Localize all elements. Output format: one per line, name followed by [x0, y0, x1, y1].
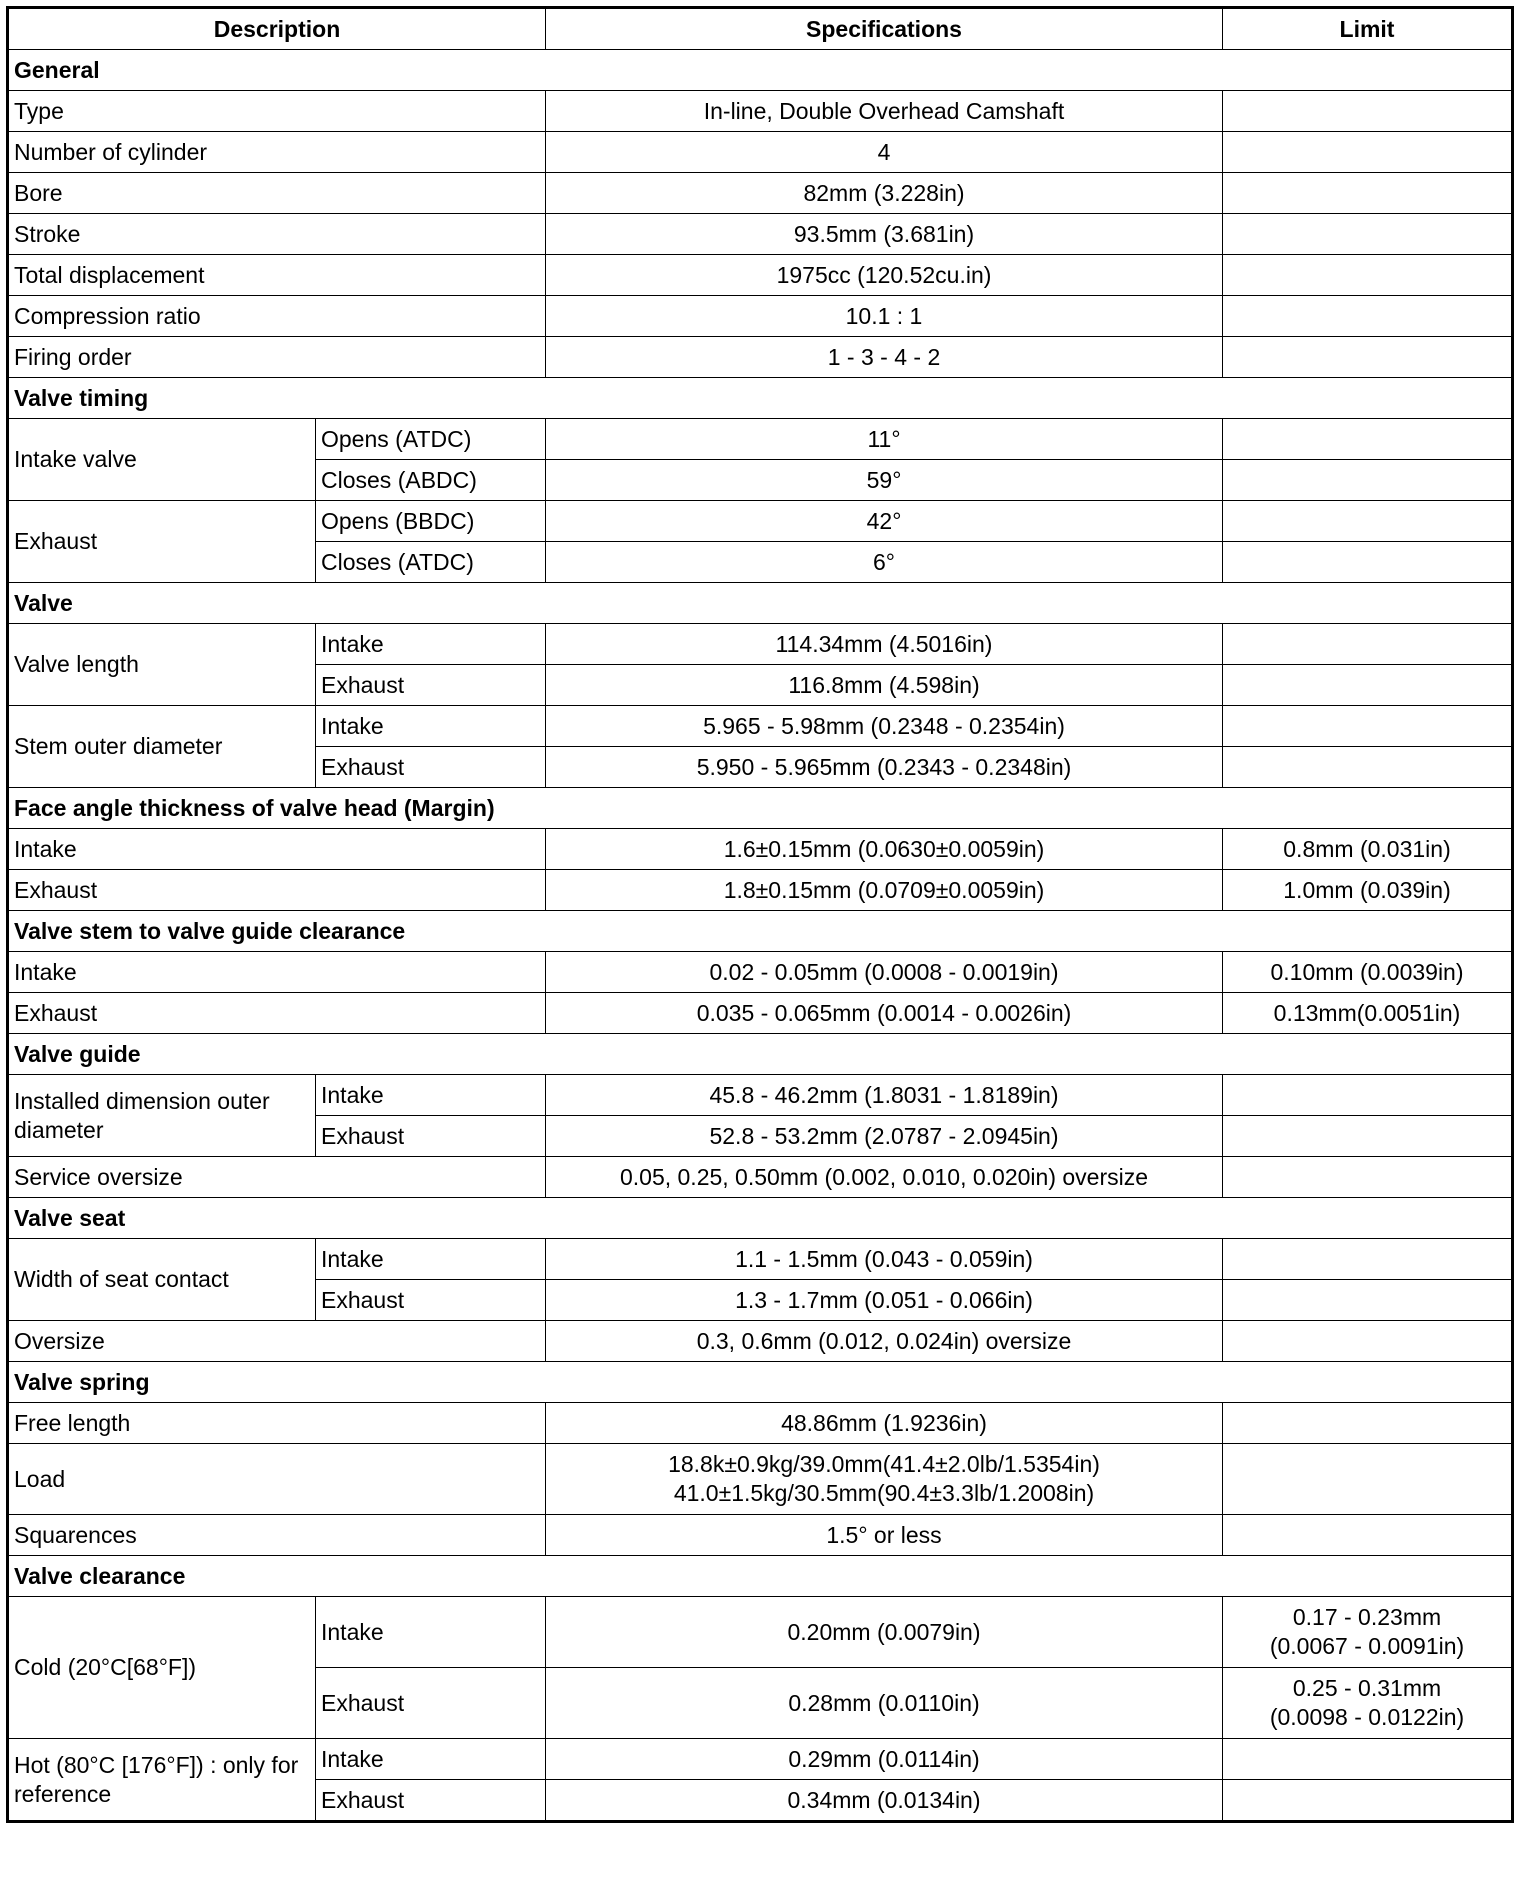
row-spec: 6° — [546, 542, 1223, 583]
row-spec: 11° — [546, 419, 1223, 460]
limit-line: (0.0098 - 0.0122in) — [1269, 1704, 1465, 1730]
table-row — [8, 952, 1513, 993]
row-spec — [546, 1444, 1223, 1515]
row-label: Total displacement — [8, 255, 546, 296]
row-limit — [1223, 501, 1513, 542]
section-general: General — [8, 50, 1513, 91]
section-row — [8, 50, 1513, 91]
sub-label: Closes (ATDC) — [316, 542, 546, 583]
table-row — [8, 1239, 1513, 1280]
table-row — [8, 1403, 1513, 1444]
row-spec: 0.035 - 0.065mm (0.0014 - 0.0026in) — [546, 993, 1223, 1034]
row-spec: 10.1 : 1 — [546, 296, 1223, 337]
row-limit — [1223, 337, 1513, 378]
row-label: Oversize — [8, 1321, 546, 1362]
row-limit: 0.8mm (0.031in) — [1223, 829, 1513, 870]
row-limit — [1223, 1157, 1513, 1198]
row-limit — [1223, 1116, 1513, 1157]
sub-label: Intake — [316, 624, 546, 665]
table-row — [8, 1321, 1513, 1362]
row-limit: 0.13mm(0.0051in) — [1223, 993, 1513, 1034]
sub-label: Intake — [316, 1075, 546, 1116]
group-label: Valve length — [8, 624, 316, 706]
limit-line: (0.0067 - 0.0091in) — [1269, 1633, 1465, 1659]
row-label: Type — [8, 91, 546, 132]
row-limit — [1223, 624, 1513, 665]
group-label: Exhaust — [8, 501, 316, 583]
sub-label: Exhaust — [316, 665, 546, 706]
sub-label: Exhaust — [316, 1668, 546, 1739]
header-description: Description — [8, 8, 546, 50]
row-limit — [1223, 1515, 1513, 1556]
table-row — [8, 1444, 1513, 1515]
row-spec: 114.34mm (4.5016in) — [546, 624, 1223, 665]
row-limit — [1223, 296, 1513, 337]
row-spec: 0.20mm (0.0079in) — [546, 1597, 1223, 1668]
row-spec: 0.29mm (0.0114in) — [546, 1739, 1223, 1780]
table-row — [8, 337, 1513, 378]
table-row — [8, 993, 1513, 1034]
sub-label: Exhaust — [316, 1116, 546, 1157]
row-spec: 0.28mm (0.0110in) — [546, 1668, 1223, 1739]
section-valve-timing: Valve timing — [8, 378, 1513, 419]
group-label: Width of seat contact — [8, 1239, 316, 1321]
row-spec: 48.86mm (1.9236in) — [546, 1403, 1223, 1444]
section-row — [8, 911, 1513, 952]
row-spec: 1.5° or less — [546, 1515, 1223, 1556]
table-row — [8, 706, 1513, 747]
table-row — [8, 132, 1513, 173]
row-label: Bore — [8, 173, 546, 214]
row-label: Exhaust — [8, 993, 546, 1034]
row-spec: 5.950 - 5.965mm (0.2343 - 0.2348in) — [546, 747, 1223, 788]
row-limit — [1223, 1280, 1513, 1321]
row-spec: 1.6±0.15mm (0.0630±0.0059in) — [546, 829, 1223, 870]
row-limit — [1223, 1403, 1513, 1444]
group-label: Cold (20°C[68°F]) — [8, 1597, 316, 1739]
row-spec: 5.965 - 5.98mm (0.2348 - 0.2354in) — [546, 706, 1223, 747]
sub-label: Exhaust — [316, 1780, 546, 1822]
section-stem-clearance: Valve stem to valve guide clearance — [8, 911, 1513, 952]
header-row — [8, 8, 1513, 50]
sub-label: Exhaust — [316, 747, 546, 788]
table-row — [8, 1597, 1513, 1668]
row-spec: 93.5mm (3.681in) — [546, 214, 1223, 255]
group-label: Hot (80°C [176°F]) : only for reference — [8, 1739, 316, 1822]
row-spec: 1.8±0.15mm (0.0709±0.0059in) — [546, 870, 1223, 911]
row-limit — [1223, 1780, 1513, 1822]
table-row — [8, 1739, 1513, 1780]
table-row — [8, 501, 1513, 542]
header-specifications: Specifications — [546, 8, 1223, 50]
row-label: Free length — [8, 1403, 546, 1444]
group-label: Intake valve — [8, 419, 316, 501]
group-label: Installed dimension outer diameter — [8, 1075, 316, 1157]
row-limit — [1223, 1239, 1513, 1280]
row-label: Service oversize — [8, 1157, 546, 1198]
spec-line: 41.0±1.5kg/30.5mm(90.4±3.3lb/1.2008in) — [673, 1480, 1095, 1506]
row-limit — [1223, 665, 1513, 706]
sub-label: Intake — [316, 706, 546, 747]
row-spec: 4 — [546, 132, 1223, 173]
row-limit — [1223, 214, 1513, 255]
row-limit — [1223, 255, 1513, 296]
section-row — [8, 788, 1513, 829]
section-row — [8, 1034, 1513, 1075]
sub-label: Intake — [316, 1739, 546, 1780]
table-row — [8, 624, 1513, 665]
row-limit — [1223, 1321, 1513, 1362]
row-limit — [1223, 132, 1513, 173]
row-label: Intake — [8, 829, 546, 870]
sub-label: Intake — [316, 1597, 546, 1668]
table-row — [8, 1515, 1513, 1556]
row-limit — [1223, 419, 1513, 460]
row-limit — [1223, 1739, 1513, 1780]
table-row — [8, 829, 1513, 870]
row-limit — [1223, 1597, 1513, 1668]
row-label: Intake — [8, 952, 546, 993]
row-limit — [1223, 747, 1513, 788]
limit-line: 0.25 - 0.31mm — [1292, 1675, 1442, 1701]
table-row — [8, 91, 1513, 132]
row-limit — [1223, 460, 1513, 501]
table-row — [8, 255, 1513, 296]
row-spec: 1.3 - 1.7mm (0.051 - 0.066in) — [546, 1280, 1223, 1321]
section-row — [8, 1198, 1513, 1239]
table-row — [8, 870, 1513, 911]
row-limit — [1223, 91, 1513, 132]
row-spec: 1.1 - 1.5mm (0.043 - 0.059in) — [546, 1239, 1223, 1280]
table-row — [8, 173, 1513, 214]
sub-label: Opens (BBDC) — [316, 501, 546, 542]
spec-line: 18.8k±0.9kg/39.0mm(41.4±2.0lb/1.5354in) — [668, 1451, 1100, 1477]
table-row — [8, 419, 1513, 460]
limit-line: 0.17 - 0.23mm — [1292, 1604, 1442, 1630]
table-row — [8, 1075, 1513, 1116]
group-label: Stem outer diameter — [8, 706, 316, 788]
row-spec: 0.34mm (0.0134in) — [546, 1780, 1223, 1822]
row-spec: 0.02 - 0.05mm (0.0008 - 0.0019in) — [546, 952, 1223, 993]
sub-label: Intake — [316, 1239, 546, 1280]
row-spec: 1975cc (120.52cu.in) — [546, 255, 1223, 296]
row-limit — [1223, 1075, 1513, 1116]
sub-label: Opens (ATDC) — [316, 419, 546, 460]
row-label: Squarences — [8, 1515, 546, 1556]
row-spec: 59° — [546, 460, 1223, 501]
row-spec: 116.8mm (4.598in) — [546, 665, 1223, 706]
section-row — [8, 1556, 1513, 1597]
table-row — [8, 296, 1513, 337]
row-spec: In-line, Double Overhead Camshaft — [546, 91, 1223, 132]
table-row — [8, 214, 1513, 255]
table-row — [8, 1157, 1513, 1198]
row-limit — [1223, 542, 1513, 583]
row-spec: 45.8 - 46.2mm (1.8031 - 1.8189in) — [546, 1075, 1223, 1116]
sub-label: Closes (ABDC) — [316, 460, 546, 501]
row-limit: 1.0mm (0.039in) — [1223, 870, 1513, 911]
row-limit — [1223, 1668, 1513, 1739]
row-limit — [1223, 706, 1513, 747]
row-label: Compression ratio — [8, 296, 546, 337]
row-spec: 0.3, 0.6mm (0.012, 0.024in) oversize — [546, 1321, 1223, 1362]
section-valve-seat: Valve seat — [8, 1198, 1513, 1239]
section-valve-clearance: Valve clearance — [8, 1556, 1513, 1597]
row-label: Exhaust — [8, 870, 546, 911]
section-row — [8, 378, 1513, 419]
row-label: Number of cylinder — [8, 132, 546, 173]
section-row — [8, 1362, 1513, 1403]
section-valve-spring: Valve spring — [8, 1362, 1513, 1403]
row-label: Firing order — [8, 337, 546, 378]
row-label: Load — [8, 1444, 546, 1515]
row-limit — [1223, 1444, 1513, 1515]
section-valve: Valve — [8, 583, 1513, 624]
section-face-angle: Face angle thickness of valve head (Margin) — [8, 788, 1513, 829]
section-valve-guide: Valve guide — [8, 1034, 1513, 1075]
sub-label: Exhaust — [316, 1280, 546, 1321]
row-limit: 0.10mm (0.0039in) — [1223, 952, 1513, 993]
row-spec: 42° — [546, 501, 1223, 542]
row-spec: 52.8 - 53.2mm (2.0787 - 2.0945in) — [546, 1116, 1223, 1157]
row-spec: 1 - 3 - 4 - 2 — [546, 337, 1223, 378]
row-label: Stroke — [8, 214, 546, 255]
row-spec: 82mm (3.228in) — [546, 173, 1223, 214]
header-limit: Limit — [1223, 8, 1513, 50]
row-spec: 0.05, 0.25, 0.50mm (0.002, 0.010, 0.020in) oversize — [546, 1157, 1223, 1198]
engine-spec-table — [6, 6, 1514, 1823]
section-row — [8, 583, 1513, 624]
row-limit — [1223, 173, 1513, 214]
